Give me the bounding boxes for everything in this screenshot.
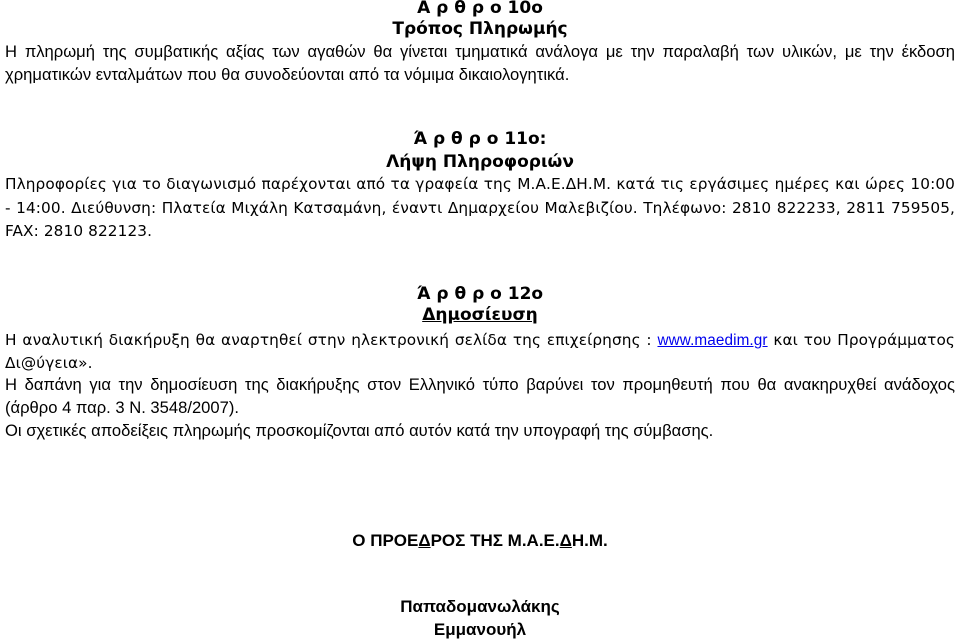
signature-role-part2: Δ: [418, 531, 431, 550]
article10-text: Η πληρωμή της συμβατικής αξίας των αγαθών θα γίνεται τμηματικά ανάλογα με την παραλαβή των υλικών, με την έκδοση χρηματικών ενταλμάτων που θα συνοδεύονται από τα νόμιμα δικαιολογητικά.: [5, 42, 955, 84]
article12-text1-before: Η αναλυτική διακήρυξη θα αναρτηθεί στην ηλεκτρονική σελίδα της επιχείρησης :: [5, 331, 658, 349]
signature-surname: Παπαδομανωλάκης: [400, 597, 560, 616]
maedim-link[interactable]: www.maedim.gr: [657, 332, 768, 349]
signature-firstname: Εμμανουήλ: [433, 620, 527, 639]
article12-text1-after: και του Προγράμματος Δι@ύγεια».: [5, 331, 955, 372]
signature-role-part4: Δ: [559, 531, 572, 550]
article10-heading: Α ρ θ ρ ο 10ο: [417, 0, 543, 18]
signature-role-part1: Ο ΠΡΟΕ: [352, 531, 419, 550]
article12-heading: Ά ρ θ ρ ο 12ο: [416, 284, 544, 304]
article10-title: Τρόπος Πληρωμής: [392, 19, 568, 39]
signature-role: [0, 529, 960, 552]
signature-role-part5: Η.Μ.: [571, 531, 608, 550]
article12-text1: [5, 329, 955, 375]
article12-text3: Οι σχετικές αποδείξεις πληρωμής προσκομίζονται από αυτόν κατά την υπογραφή της σύμβασης.: [5, 421, 714, 440]
article11-text: Πληροφορίες για το διαγωνισμό παρέχονται από τα γραφεία της Μ.Α.Ε.ΔΗ.Μ. κατά τις εργάσιμες ημέρες και ώρες 10:00 - 14:00. Διεύθυνση: Πλατεία Μιχάλη Κατσαμάνη, έναντι Δημαρχείου Μαλεβιζίου. Τηλέφωνο: 2810 822233, 2811 759505, FAX: 2810 822123.: [5, 175, 955, 240]
article12-text2: Η δαπάνη για την δημοσίευση της διακήρυξης στον Ελληνικό τύπο βαρύνει τον προμηθευτή που θα ανακηρυχθεί ανάδοχος (άρθρο 4 παρ. 3 Ν. 3548/2007).: [5, 375, 955, 417]
article12-title: Δημοσίευση: [422, 305, 538, 325]
article11-title: Λήψη Πληροφοριών: [386, 152, 574, 172]
signature-role-part3: ΡΟΣ ΤΗΣ Μ.Α.Ε.: [430, 531, 560, 550]
article11-heading: Ά ρ θ ρ ο 11ο:: [413, 129, 547, 149]
